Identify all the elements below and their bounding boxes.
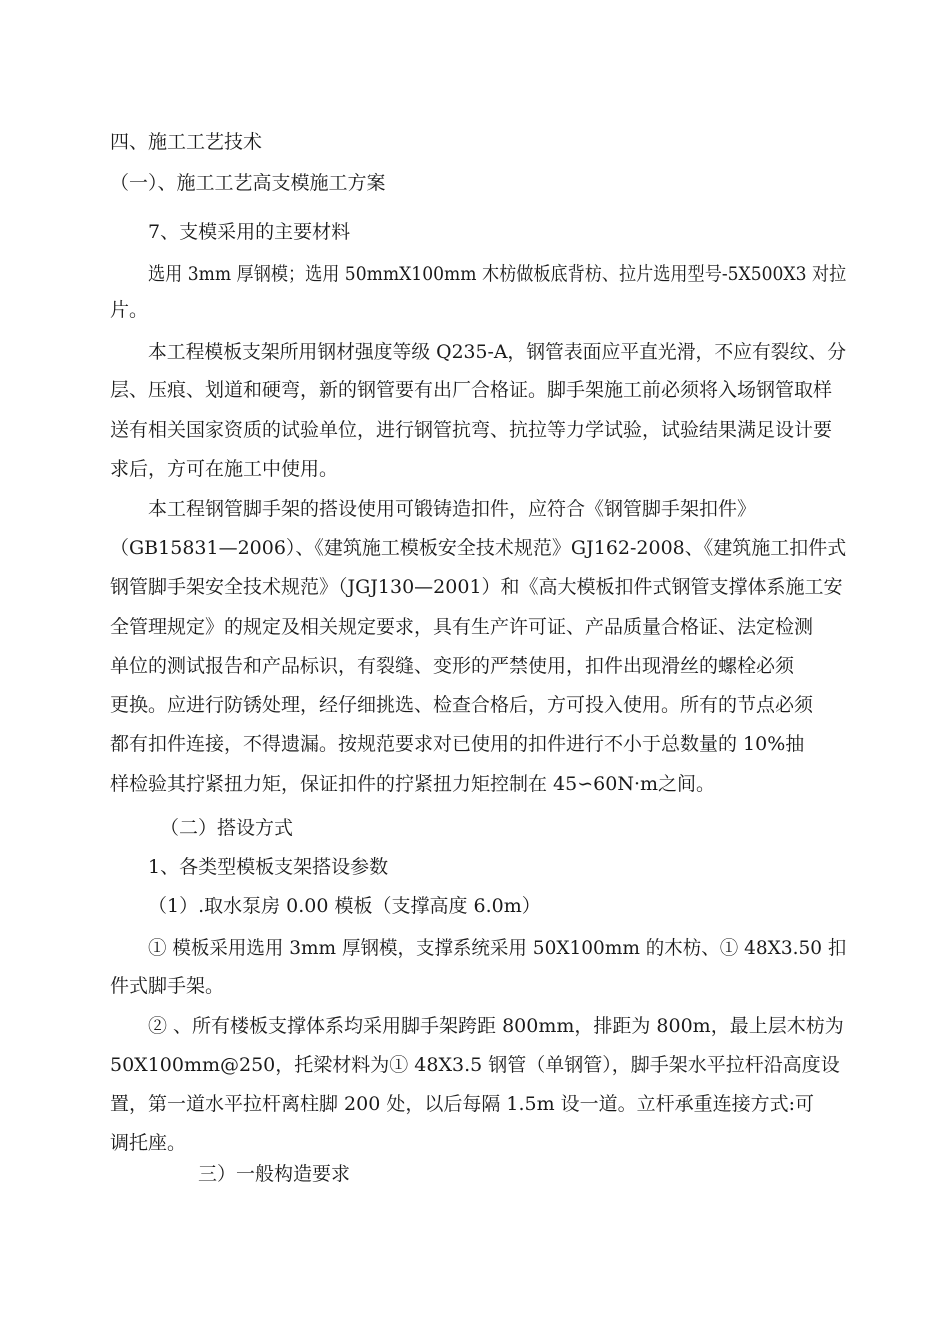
materials-para2-line1: 本工程模板支架所用钢材强度等级 Q235-A，钢管表面应平直光滑，不应有裂纹、分 — [148, 341, 847, 363]
setup-heading: （二）搭设方式 — [160, 817, 294, 839]
item2-line2: 50X100mm@250，托梁材料为① 48X3.5 钢管（单钢管），脚手架水平拉杆沿高度设 — [110, 1054, 840, 1076]
item1-line1: ① 模板采用选用 3mm 厚钢模，支撑系统采用 50X100mm 的木枋、① 48X3.50 扣 — [148, 937, 847, 959]
materials-para3-line3: 钢管脚手架安全技术规范》（JGJ130—2001）和《高大模板扣件式钢管支撑体系施工安 — [110, 576, 843, 598]
materials-para3-line8: 样检验其拧紧扭力矩，保证扣件的拧紧扭力矩控制在 45∽60N·m之间。 — [110, 773, 715, 795]
general-requirements-heading: 三）一般构造要求 — [198, 1163, 351, 1185]
item2-line1: ② 、所有楼板支撑体系均采用脚手架跨距 800mm，排距为 800m，最上层木枋为 — [148, 1015, 844, 1037]
item1-heading: （1）.取水泵房 0.00 模板（支撑高度 6.0m） — [148, 895, 541, 917]
materials-para3-line2: （GB15831—2006）、《建筑施工模板安全技术规范》GJ162-2008、《建筑施工扣件式 — [110, 537, 847, 559]
item2-line4: 调托座。 — [110, 1132, 187, 1154]
params-heading: 1、各类型模板支架搭设参数 — [148, 856, 389, 878]
materials-para3-line4: 全管理规定》的规定及相关规定要求，具有生产许可证、产品质量合格证、法定检测 — [110, 616, 814, 638]
subsection-heading: （一）、施工工艺高支模施工方案 — [110, 172, 386, 194]
materials-para2-line3: 送有相关国家资质的试验单位，进行钢管抗弯、抗拉等力学试验，试验结果满足设计要 — [110, 419, 833, 441]
section-heading: 四、施工工艺技术 — [110, 131, 263, 153]
materials-para3-line6: 更换。应进行防锈处理，经仔细挑选、检查合格后，方可投入使用。所有的节点必须 — [110, 694, 814, 716]
materials-para1-line2: 片。 — [110, 299, 149, 321]
materials-para3-line1: 本工程钢管脚手架的搭设使用可锻铸造扣件，应符合《钢管脚手架扣件》 — [148, 498, 757, 520]
materials-para2-line2: 层、压痕、划道和硬弯，新的钢管要有出厂合格证。脚手架施工前必须将入场钢管取样 — [110, 379, 833, 401]
materials-para3-line5: 单位的测试报告和产品标识，有裂缝、变形的严禁使用，扣件出现滑丝的螺栓必须 — [110, 655, 795, 677]
materials-para2-line4: 求后，方可在施工中使用。 — [110, 458, 339, 480]
item2-line3: 置，第一道水平拉杆离柱脚 200 处，以后每隔 1.5m 设一道。立杆承重连接方式:可 — [110, 1093, 815, 1115]
materials-para1-line1: 选用 3mm 厚钢模；选用 50mmX100mm 木枋做板底背枋、拉片选用型号-5X500X3 对拉 — [148, 263, 847, 285]
materials-para3-line7: 都有扣件连接，不得遗漏。按规范要求对已使用的扣件进行不小于总数量的 10%抽 — [110, 733, 805, 755]
item1-line2: 件式脚手架。 — [110, 975, 225, 997]
materials-heading: 7、支模采用的主要材料 — [148, 221, 351, 243]
